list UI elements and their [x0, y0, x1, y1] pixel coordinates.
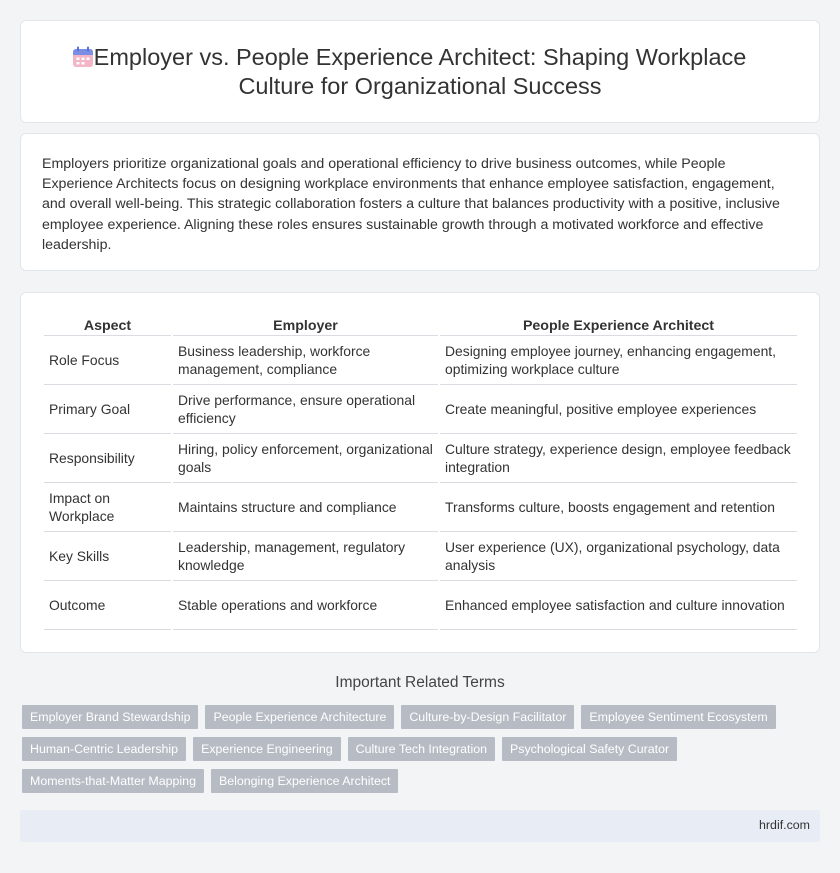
related-term-tag[interactable]: Employee Sentiment Ecosystem — [581, 705, 775, 729]
footer-bar — [20, 810, 820, 842]
related-term-tag[interactable]: Belonging Experience Architect — [211, 769, 399, 793]
cell-employer: Leadership, management, regulatory knowledge — [173, 532, 438, 581]
cell-employer: Business leadership, workforce management, compliance — [173, 336, 438, 385]
header-aspect: Aspect — [44, 315, 171, 336]
related-term-tag[interactable]: Human-Centric Leadership — [22, 737, 186, 761]
cell-architect: Create meaningful, positive employee experiences — [440, 385, 797, 434]
related-term-tag[interactable]: People Experience Architecture — [205, 705, 394, 729]
related-term-tag[interactable]: Moments-that-Matter Mapping — [22, 769, 204, 793]
cell-architect: Designing employee journey, enhancing engagement, optimizing workplace culture — [440, 336, 797, 385]
cell-architect: Transforms culture, boosts engagement and retention — [440, 483, 797, 532]
table-row — [44, 385, 797, 434]
table-row — [44, 581, 797, 630]
table-row — [44, 434, 797, 483]
cell-aspect: Impact on Workplace — [44, 483, 171, 532]
related-term-tag[interactable]: Culture Tech Integration — [348, 737, 495, 761]
table-header-row — [44, 315, 797, 336]
title-card — [20, 20, 820, 123]
cell-aspect: Role Focus — [44, 336, 171, 385]
cell-aspect: Key Skills — [44, 532, 171, 581]
table-row — [44, 532, 797, 581]
cell-employer: Stable operations and workforce — [173, 581, 438, 630]
cell-employer: Maintains structure and compliance — [173, 483, 438, 532]
header-employer: Employer — [173, 315, 438, 336]
cell-employer: Hiring, policy enforcement, organizational goals — [173, 434, 438, 483]
cell-architect: Enhanced employee satisfaction and culture innovation — [440, 581, 797, 630]
related-terms-heading: Important Related Terms — [335, 674, 505, 691]
related-term-tag[interactable]: Employer Brand Stewardship — [22, 705, 198, 729]
page-title: Employer vs. People Experience Architect: Shaping Workplace Culture for Organizational Success — [93, 44, 747, 99]
header-people-experience-architect: People Experience Architect — [440, 315, 797, 336]
cell-aspect: Primary Goal — [44, 385, 171, 434]
related-terms-list — [22, 705, 812, 801]
table-row — [44, 336, 797, 385]
related-term-tag[interactable]: Experience Engineering — [193, 737, 341, 761]
footer-site-link[interactable]: hrdif.com — [759, 818, 810, 832]
intro-paragraph: Employers prioritize organizational goals and operational efficiency to drive business outcomes, while People Experience Architects focus on designing workplace environments that enhance employee satisfaction, engagement, and overall well-being. This strategic collaboration fosters a culture that balances productivity with a positive, inclusive employee experience. Aligning these roles ensures sustainable growth through a motivated workforce and effective leadership. — [42, 156, 780, 253]
comparison-table-card — [20, 292, 820, 653]
cell-aspect: Outcome — [44, 581, 171, 630]
cell-aspect: Responsibility — [44, 434, 171, 483]
related-term-tag[interactable]: Psychological Safety Curator — [502, 737, 677, 761]
cell-architect: User experience (UX), organizational psychology, data analysis — [440, 532, 797, 581]
related-term-tag[interactable]: Culture-by-Design Facilitator — [401, 705, 574, 729]
table-row — [44, 483, 797, 532]
intro-card — [20, 133, 820, 271]
cell-employer: Drive performance, ensure operational efficiency — [173, 385, 438, 434]
cell-architect: Culture strategy, experience design, employee feedback integration — [440, 434, 797, 483]
comparison-table — [42, 315, 799, 630]
